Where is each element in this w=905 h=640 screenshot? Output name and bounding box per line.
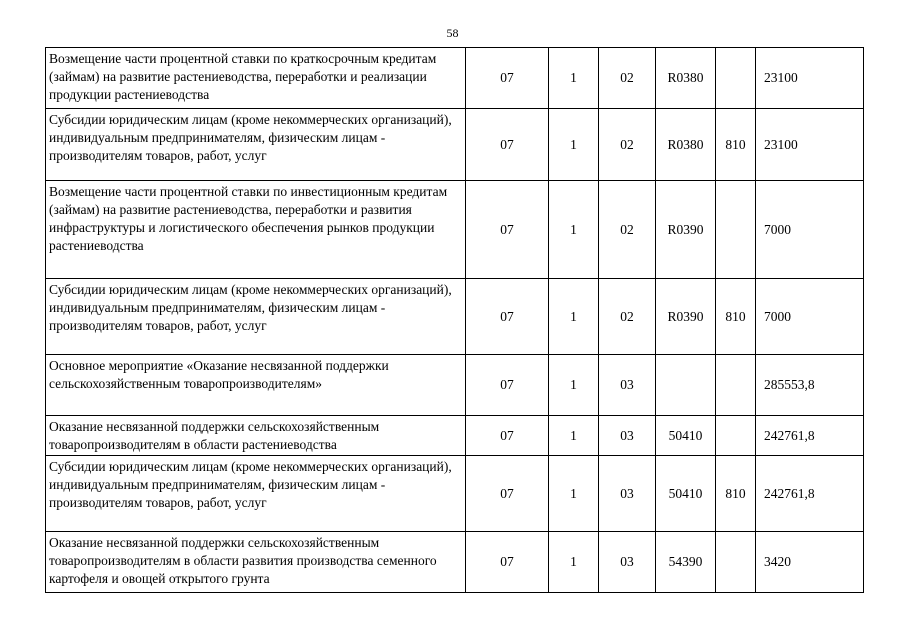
row-event: 02	[599, 48, 656, 109]
row-section: 07	[466, 355, 549, 416]
row-section: 07	[466, 109, 549, 181]
row-amount: 285553,8	[756, 355, 864, 416]
row-event: 03	[599, 532, 656, 593]
table-row	[46, 279, 864, 355]
row-expense-type	[716, 532, 756, 593]
row-subprogram: 1	[549, 532, 599, 593]
row-article: 54390	[656, 532, 716, 593]
row-description: Возмещение части процентной ставки по краткосрочным кредитам (займам) на развитие растениеводства, переработки и реализации продукции растениеводства	[46, 48, 466, 109]
row-expense-type: 810	[716, 456, 756, 532]
row-section: 07	[466, 456, 549, 532]
row-expense-type	[716, 181, 756, 279]
row-event: 02	[599, 279, 656, 355]
row-subprogram: 1	[549, 456, 599, 532]
row-article: R0380	[656, 109, 716, 181]
row-article: 50410	[656, 416, 716, 456]
row-description: Субсидии юридическим лицам (кроме некоммерческих организаций), индивидуальным предпринимателям, физическим лицам - производителям товаров, работ, услуг	[46, 456, 466, 532]
budget-table	[45, 47, 864, 593]
row-article: R0380	[656, 48, 716, 109]
row-description: Оказание несвязанной поддержки сельскохозяйственным товаропроизводителям в области развития производства семенного картофеля и овощей открытого грунта	[46, 532, 466, 593]
row-subprogram: 1	[549, 355, 599, 416]
row-subprogram: 1	[549, 416, 599, 456]
table-row	[46, 355, 864, 416]
row-description: Основное мероприятие «Оказание несвязанной поддержки сельскохозяйственным товаропроизводителям»	[46, 355, 466, 416]
row-amount: 242761,8	[756, 456, 864, 532]
row-expense-type: 810	[716, 279, 756, 355]
row-amount: 23100	[756, 109, 864, 181]
row-expense-type	[716, 355, 756, 416]
row-subprogram: 1	[549, 109, 599, 181]
row-description: Субсидии юридическим лицам (кроме некоммерческих организаций), индивидуальным предпринимателям, физическим лицам - производителям товаров, работ, услуг	[46, 109, 466, 181]
row-expense-type: 810	[716, 109, 756, 181]
table-row	[46, 48, 864, 109]
row-event: 03	[599, 355, 656, 416]
row-article: 50410	[656, 456, 716, 532]
row-section: 07	[466, 416, 549, 456]
row-description: Субсидии юридическим лицам (кроме некоммерческих организаций), индивидуальным предпринимателям, физическим лицам - производителям товаров, работ, услуг	[46, 279, 466, 355]
row-amount: 7000	[756, 279, 864, 355]
row-event: 03	[599, 416, 656, 456]
row-subprogram: 1	[549, 181, 599, 279]
table-row	[46, 109, 864, 181]
row-article: R0390	[656, 181, 716, 279]
table-row	[46, 532, 864, 593]
row-event: 02	[599, 109, 656, 181]
row-event: 03	[599, 456, 656, 532]
row-subprogram: 1	[549, 279, 599, 355]
row-article: R0390	[656, 279, 716, 355]
row-amount: 3420	[756, 532, 864, 593]
row-subprogram: 1	[549, 48, 599, 109]
table-row	[46, 456, 864, 532]
row-description: Возмещение части процентной ставки по инвестиционным кредитам (займам) на развитие растениеводства, переработки и развития инфраструктуры и логистического обеспечения рынков продукции растениеводства	[46, 181, 466, 279]
row-article	[656, 355, 716, 416]
row-section: 07	[466, 532, 549, 593]
page-number: 58	[446, 26, 459, 40]
row-expense-type	[716, 416, 756, 456]
row-amount: 23100	[756, 48, 864, 109]
row-description: Оказание несвязанной поддержки сельскохозяйственным товаропроизводителям в области растениеводства	[46, 416, 466, 456]
table-row	[46, 416, 864, 456]
row-section: 07	[466, 48, 549, 109]
row-expense-type	[716, 48, 756, 109]
table-row	[46, 181, 864, 279]
row-amount: 7000	[756, 181, 864, 279]
row-amount: 242761,8	[756, 416, 864, 456]
row-event: 02	[599, 181, 656, 279]
row-section: 07	[466, 279, 549, 355]
row-section: 07	[466, 181, 549, 279]
